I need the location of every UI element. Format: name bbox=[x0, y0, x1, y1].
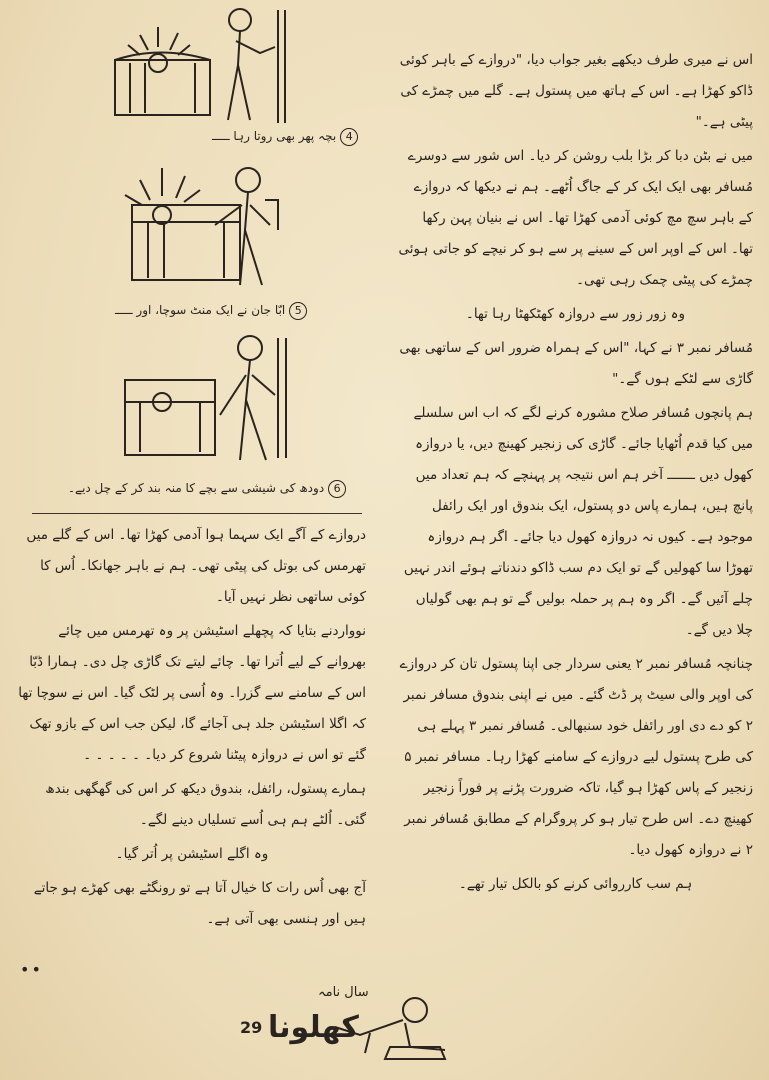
page-number: 29 bbox=[240, 1018, 263, 1037]
paragraph: مُسافر نمبر ۳ نے کہا، "اس کے ہمراہ ضرور اس کے ساتھی بھی گاڑی سے لٹکے ہوں گے۔" bbox=[399, 340, 753, 387]
left-text-column bbox=[18, 520, 366, 938]
panel-number-5: 5 bbox=[289, 302, 307, 320]
panel-number-4: 4 bbox=[340, 128, 358, 146]
caption-panel-5: 5ابّا جان نے ایک منٹ سوچا، اور ـــــ bbox=[115, 302, 307, 320]
paragraph: وہ اگلے اسٹیشن پر اُتر گیا۔ bbox=[115, 846, 269, 862]
end-mark: •• bbox=[20, 960, 43, 979]
paragraph: نوواردنے بتایا کہ پچھلے اسٹیشن پر وہ تھرمس میں چائے بھروانے کے لیے اُترا تھا۔ چائے لیتے تک گاڑی چل دی۔ ہمارا ڈبّا اس کے سامنے سے گزرا۔ وہ اُسی پر لٹک گیا۔ اس نے سوچا تھا کہ اگلا اسٹیشن جلد ہی آجائے گا، لیکن جب اس کے بازو تھک گئے تو اس نے دروازہ پیٹنا شروع کر دیا۔ ۔ ۔ ۔ ۔ ۔ bbox=[18, 623, 366, 763]
paragraph: چنانچہ مُسافر نمبر ۲ یعنی سردار جی اپنا پستول تان کر دروازے کی اوپر والی سیٹ پر ڈٹ گئے۔ میں نے اپنی بندوق مسافر نمبر ۲ کو دے دی اور رائفل خود سنبھالی۔ مُسافر نمبر ۳ پہلے ہی کی طرح پستول لیے دروازے کے سامنے کھڑا رہا۔ مسافر نمبر ۵ زنجیر کے پاس کھڑا ہو گیا، تاکہ ضرورت پڑنے پر فوراً زنجیر کھینچ دے۔ اس طرح تیار ہو کر پروگرام کے مطابق مُسافر نمبر ۲ نے دروازہ کھول دیا۔ bbox=[399, 656, 753, 858]
comic-father-leaving-illustration bbox=[100, 330, 335, 465]
comic-crib-father-thinking-illustration bbox=[100, 150, 335, 295]
comic-panel-6 bbox=[100, 330, 335, 465]
paragraph: وہ زور زور سے دروازہ کھٹکھٹا رہا تھا۔ bbox=[465, 306, 686, 322]
annual-issue-label: سال نامہ bbox=[318, 985, 369, 1000]
comic-panel-5 bbox=[100, 150, 335, 295]
paragraph: ہم سب کارروائی کرنے کو بالکل تیار تھے۔ bbox=[458, 876, 693, 892]
paragraph: دروازے کے آگے ایک سہما ہوا آدمی کھڑا تھا۔ اس کے گلے میں تھرمس کی بوتل کی پیٹی تھی۔ ہم نے باہر جھانکا۔ اُس کا کوئی ساتھی نظر نہیں آیا۔ bbox=[26, 527, 366, 605]
comic-crib-father-illustration bbox=[100, 5, 335, 127]
right-text-column bbox=[398, 45, 753, 903]
caption-panel-6: 6دودھ کی شیشی سے بچے کا منہ بند کر کے چل دیے۔ bbox=[68, 480, 346, 498]
caption-panel-4: 4بچہ پھر بھی روتا رہا ـــــ bbox=[212, 128, 358, 146]
paragraph: آج بھی اُس رات کا خیال آتا ہے تو رونگٹے بھی کھڑے ہو جاتے ہیں اور ہنسی بھی آتی ہے۔ bbox=[33, 880, 366, 927]
column-divider bbox=[32, 513, 362, 514]
panel-number-6: 6 bbox=[328, 480, 346, 498]
paragraph: ہم پانچوں مُسافر صلاح مشورہ کرنے لگے کہ اب اس سلسلے میں کیا قدم اُٹھایا جائے۔ گاڑی کی زنجیر کھینچ دیں، یا دروازہ کھول دیں ـــــــ آخر ہم اس نتیجہ پر پہنچے کہ ہم تعداد میں پانچ ہیں، ہمارے پاس دو پستول، ایک بندوق اور ایک رائفل موجود ہے۔ کیوں نہ دروازہ کھول دیا جائے۔ اگر ہم دروازہ تھوڑا سا کھولیں گے تو ایک دم سب ڈاکو دندناتے ہوئے اندر نہیں چلے آئیں گے۔ اگر وہ ہم پر حملہ بولیں گے تو ہم بھی گولیاں چلا دیں گے۔ bbox=[403, 405, 753, 638]
paragraph: ہمارے پستول، رائفل، بندوق دیکھ کر اس کی گھگھی بندھ گئی۔ اُلٹے ہم ہی اُسے تسلیاں دینے لگے۔ bbox=[45, 781, 366, 828]
paragraph: اس نے میری طرف دیکھے بغیر جواب دیا، "دروازے کے باہر کوئی ڈاکو کھڑا ہے۔ اس کے ہاتھ میں پستول ہے۔ گلے میں چمڑے کی پیٹی ہے۔" bbox=[399, 52, 753, 130]
paragraph: میں نے بٹن دبا کر بڑا بلب روشن کر دیا۔ اس شور سے دوسرے مُسافر بھی ایک ایک کر کے جاگ اُٹھے۔ ہم نے دیکھا کہ دروازے کے باہر سچ مچ کوئی آدمی کھڑا تھا۔ اس نے بنیان پہن رکھا تھا۔ اس کے اوپر اس کے سینے پر سے ہو کر نیچے کو جاتی ہوئی چمڑے کی پیٹی چمک رہی تھی۔ bbox=[398, 148, 753, 288]
magazine-logo: کھلونا bbox=[268, 1010, 359, 1045]
comic-panel-4 bbox=[100, 5, 335, 127]
